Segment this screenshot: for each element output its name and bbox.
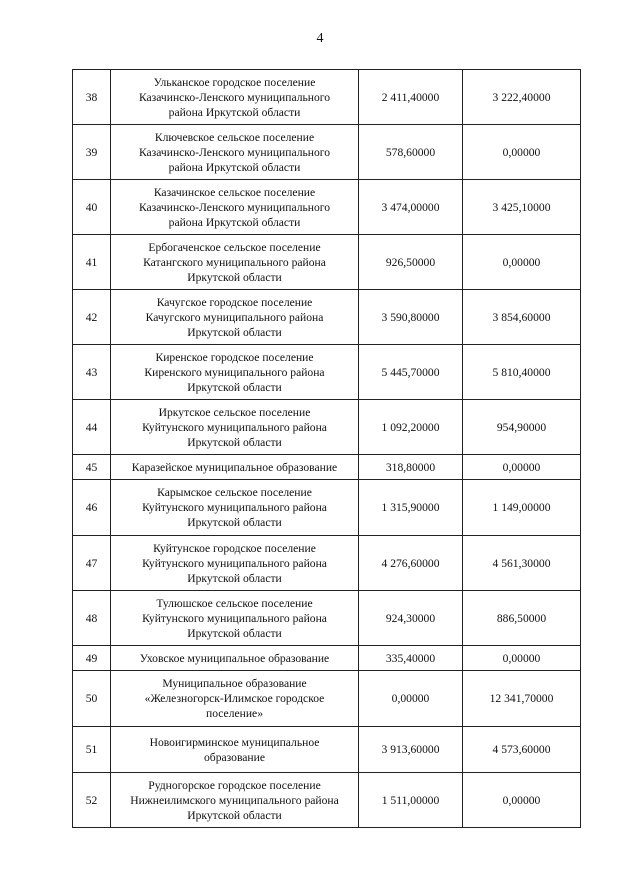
table-body — [73, 70, 581, 828]
amount-1-cell: 1 511,00000 — [359, 773, 463, 828]
amount-1-cell: 3 474,00000 — [359, 180, 463, 235]
settlement-name-cell: Качугское городское поселение Качугского муниципального района Иркутской области — [111, 290, 359, 345]
row-number-cell: 42 — [73, 290, 111, 345]
table-row — [73, 290, 581, 345]
table-row — [73, 727, 581, 773]
amount-1-cell: 1 315,90000 — [359, 480, 463, 536]
table-row — [73, 646, 581, 671]
amount-2-cell: 0,00000 — [463, 235, 581, 290]
amount-2-cell: 3 854,60000 — [463, 290, 581, 345]
amount-1-cell: 3 913,60000 — [359, 727, 463, 773]
row-number-cell: 38 — [73, 70, 111, 125]
settlement-name-cell: Новоигирминское муниципальное образование — [111, 727, 359, 773]
amount-2-cell: 3 425,10000 — [463, 180, 581, 235]
row-number-cell: 48 — [73, 591, 111, 646]
amount-2-cell: 4 573,60000 — [463, 727, 581, 773]
amount-1-cell: 5 445,70000 — [359, 345, 463, 400]
table-row — [73, 125, 581, 180]
row-number-cell: 46 — [73, 480, 111, 536]
table-row — [73, 480, 581, 536]
table-row — [73, 235, 581, 290]
table-row — [73, 536, 581, 591]
settlement-name-cell: Киренское городское поселение Киренского муниципального района Иркутской области — [111, 345, 359, 400]
settlement-name-cell: Уховское муниципальное образование — [111, 646, 359, 671]
page-number: 4 — [316, 31, 324, 46]
table-row — [73, 455, 581, 480]
row-number-cell: 44 — [73, 400, 111, 455]
table-row — [73, 180, 581, 235]
settlement-name-cell: Рудногорское городское поселение Нижнеилимского муниципального района Иркутской области — [111, 773, 359, 828]
row-number-cell: 50 — [73, 671, 111, 727]
amount-2-cell: 3 222,40000 — [463, 70, 581, 125]
row-number-cell: 49 — [73, 646, 111, 671]
table-row — [73, 345, 581, 400]
table-row — [73, 773, 581, 828]
table-row — [73, 671, 581, 727]
amount-1-cell: 0,00000 — [359, 671, 463, 727]
settlement-name-cell: Ключевское сельское поселение Казачинско-Ленского муниципального района Иркутской области — [111, 125, 359, 180]
amount-1-cell: 318,80000 — [359, 455, 463, 480]
amount-1-cell: 926,50000 — [359, 235, 463, 290]
amount-1-cell: 2 411,40000 — [359, 70, 463, 125]
amount-2-cell: 5 810,40000 — [463, 345, 581, 400]
table-row — [73, 591, 581, 646]
municipal-budget-table — [72, 69, 581, 828]
amount-2-cell: 1 149,00000 — [463, 480, 581, 536]
settlement-name-cell: Казачинское сельское поселение Казачинско-Ленского муниципального района Иркутской области — [111, 180, 359, 235]
amount-2-cell: 886,50000 — [463, 591, 581, 646]
amount-2-cell: 954,90000 — [463, 400, 581, 455]
settlement-name-cell: Карымское сельское поселение Куйтунского муниципального района Иркутской области — [111, 480, 359, 536]
amount-1-cell: 578,60000 — [359, 125, 463, 180]
row-number-cell: 51 — [73, 727, 111, 773]
amount-1-cell: 1 092,20000 — [359, 400, 463, 455]
settlement-name-cell: Тулюшское сельское поселение Куйтунского муниципального района Иркутской области — [111, 591, 359, 646]
amount-1-cell: 3 590,80000 — [359, 290, 463, 345]
row-number-cell: 45 — [73, 455, 111, 480]
table-row — [73, 70, 581, 125]
row-number-cell: 43 — [73, 345, 111, 400]
amount-2-cell: 0,00000 — [463, 125, 581, 180]
table-row — [73, 400, 581, 455]
settlement-name-cell: Куйтунское городское поселение Куйтунского муниципального района Иркутской области — [111, 536, 359, 591]
settlement-name-cell: Каразейское муниципальное образование — [111, 455, 359, 480]
settlement-name-cell: Иркутское сельское поселение Куйтунского муниципального района Иркутской области — [111, 400, 359, 455]
row-number-cell: 52 — [73, 773, 111, 828]
amount-1-cell: 4 276,60000 — [359, 536, 463, 591]
amount-2-cell: 0,00000 — [463, 773, 581, 828]
row-number-cell: 39 — [73, 125, 111, 180]
amount-2-cell: 4 561,30000 — [463, 536, 581, 591]
row-number-cell: 41 — [73, 235, 111, 290]
amount-2-cell: 0,00000 — [463, 455, 581, 480]
amount-2-cell: 0,00000 — [463, 646, 581, 671]
amount-2-cell: 12 341,70000 — [463, 671, 581, 727]
row-number-cell: 40 — [73, 180, 111, 235]
row-number-cell: 47 — [73, 536, 111, 591]
settlement-name-cell: Муниципальное образование «Железногорск-Илимское городское поселение» — [111, 671, 359, 727]
settlement-name-cell: Ульканское городское поселение Казачинско-Ленского муниципального района Иркутской области — [111, 70, 359, 125]
amount-1-cell: 924,30000 — [359, 591, 463, 646]
settlement-name-cell: Ербогаченское сельское поселение Катангского муниципального района Иркутской области — [111, 235, 359, 290]
amount-1-cell: 335,40000 — [359, 646, 463, 671]
